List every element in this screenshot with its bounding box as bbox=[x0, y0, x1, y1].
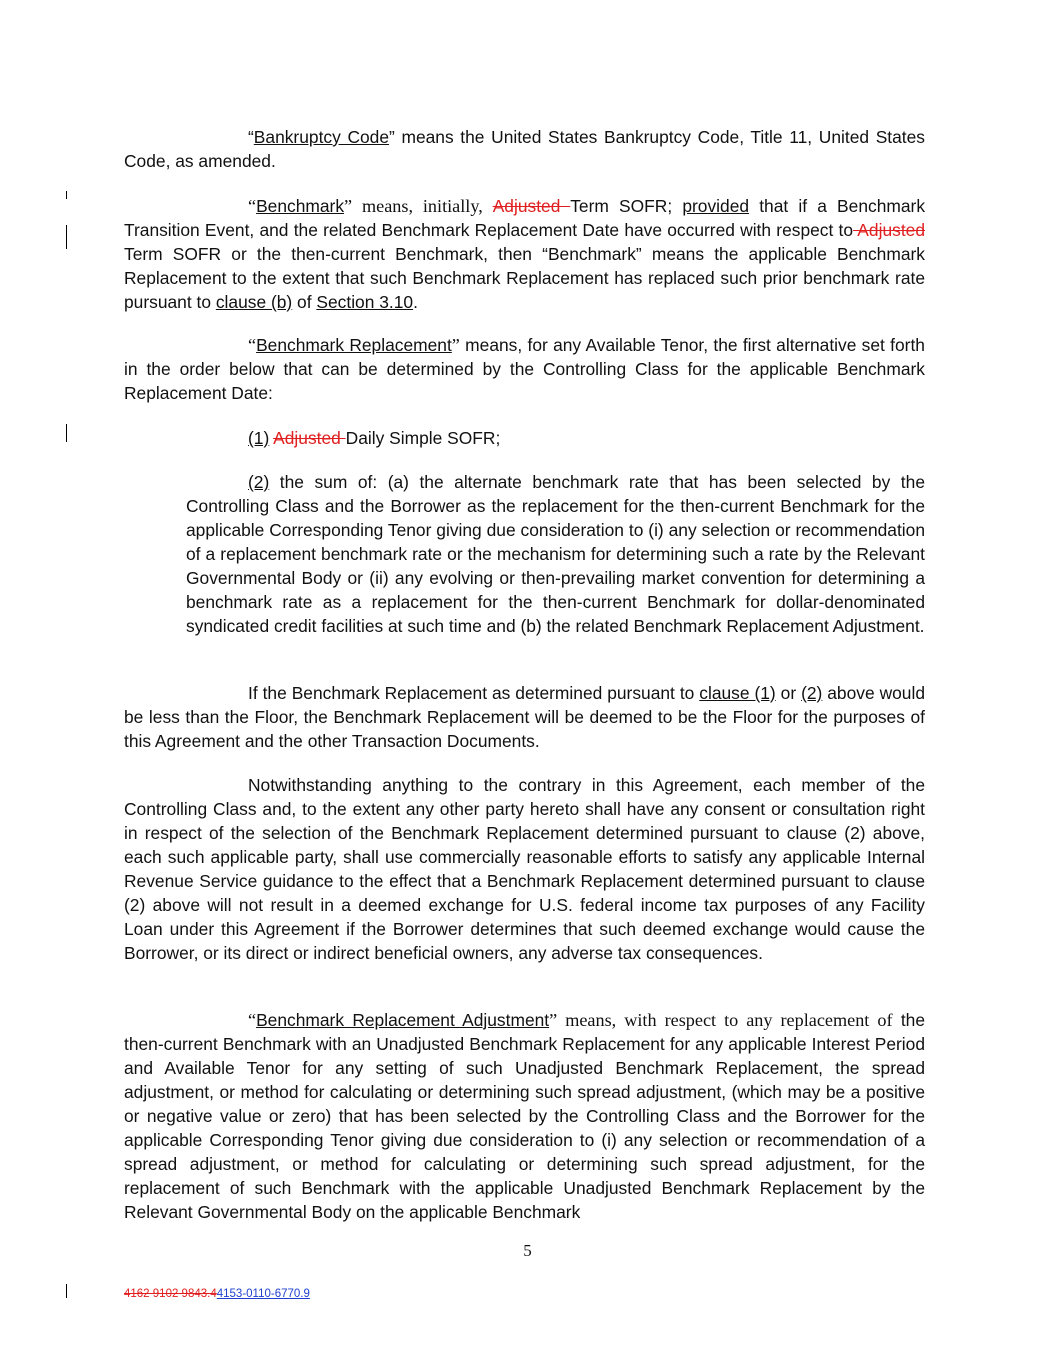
page-number: 5 bbox=[523, 1241, 532, 1260]
definition-text: means, initially, bbox=[352, 196, 493, 216]
quote-open: “ bbox=[248, 196, 257, 216]
paragraph-text: Notwithstanding anything to the contrary in this Agreement, each member of the Controlling Class and, to the extent any other party hereto shall have any consent or consultation right in respect of the selection of the Benchmark Replacement determined pursuant to clause (2) above, each such applicable party, shall use commercially reasonable efforts to satisfy any applicable Internal Revenue Service guidance to the effect that a Benchmark Replacement determined pursuant to clause (2) above will not result in a deemed exchange for U.S. federal income tax purposes of any Facility Loan under this Agreement if the Borrower determines that such deemed exchange would cause the Borrower, or its direct or indirect beneficial owners, any adverse tax consequences. bbox=[124, 775, 925, 963]
definition-bankruptcy-code bbox=[124, 125, 925, 173]
deleted-text: Adjusted bbox=[492, 196, 571, 216]
defined-term-bankruptcy-code: Bankruptcy Code bbox=[253, 127, 390, 147]
deleted-text: Adjusted bbox=[273, 428, 346, 448]
paragraph-text: If the Benchmark Replacement as determined pursuant to bbox=[248, 683, 700, 703]
change-bar bbox=[66, 1284, 67, 1298]
cross-reference-clause-1: clause (1) bbox=[699, 683, 776, 703]
cross-reference-clause: clause (b) bbox=[215, 292, 293, 312]
quote-close: ” bbox=[344, 196, 353, 216]
list-item-text: the sum of: (a) the alternate benchmark rate that has been selected by the Controlling Class and the Borrower as the replacement for the then-current Benchmark for the applicable Corresponding Tenor giving due consideration to (i) any selection or recommendation of a replacement benchmark rate or the mechanism for determining such a rate by the Relevant Governmental Body or (ii) any evolving or then-prevailing market convention for determining a benchmark rate as a replacement for the then-current Benchmark for dollar-denominated syndicated credit facilities at such time and (b) the related Benchmark Replacement Adjustment. bbox=[186, 472, 925, 636]
list-item-text: Daily Simple SOFR; bbox=[345, 428, 501, 448]
definition-benchmark-replacement-adjustment bbox=[124, 1008, 925, 1224]
deleted-document-id: 4162 9102 9843.4 bbox=[124, 1288, 217, 1300]
quote-close: ” bbox=[549, 1010, 558, 1030]
definition-text: means, for any Available Tenor, the first alternative set forth in the order below that can be determined by the Controlling Class for the applicable Benchmark Replacement Date: bbox=[124, 335, 925, 403]
change-bar bbox=[66, 225, 67, 249]
definition-text: Term SOFR or the then-current Benchmark, then “Benchmark” means the applicable Benchmark Replacement to the extent that such Benchmark Replacement has replaced such prior benchmark rate pursuant to bbox=[124, 244, 925, 312]
list-item-2 bbox=[186, 470, 925, 638]
quote-open: “ bbox=[248, 127, 254, 147]
provided-term: provided bbox=[682, 196, 750, 216]
list-number: (2) bbox=[248, 472, 270, 492]
defined-term-benchmark-replacement: Benchmark Replacement bbox=[256, 335, 452, 355]
definition-text: of bbox=[292, 292, 317, 312]
definition-benchmark bbox=[124, 194, 925, 314]
cross-reference-clause-2: (2) bbox=[801, 683, 823, 703]
inserted-document-id: 4153-0110-6770.9 bbox=[216, 1288, 310, 1300]
paragraph-text: above would be less than the Floor, the Benchmark Replacement will be deemed to be the Floor for the purposes of this Agreement and the other Transaction Documents. bbox=[124, 683, 926, 751]
notwithstanding-paragraph bbox=[124, 773, 925, 965]
floor-paragraph bbox=[124, 681, 925, 753]
definition-text: . bbox=[413, 292, 418, 312]
cross-reference-section: Section 3.10 bbox=[316, 292, 414, 312]
definition-text: means the United States Bankruptcy Code, Title 11, United States Code, as amended. bbox=[124, 127, 925, 171]
quote-open: “ bbox=[248, 1010, 257, 1030]
quote-close: ” bbox=[451, 335, 460, 355]
definition-text: means, with respect to any replacement of bbox=[557, 1010, 893, 1030]
quote-open: “ bbox=[248, 335, 257, 355]
definition-benchmark-replacement bbox=[124, 333, 925, 405]
change-bar bbox=[66, 191, 67, 199]
list-number: (1) bbox=[248, 428, 270, 448]
list-item-1 bbox=[124, 426, 925, 450]
definition-text: the then-current Benchmark with an Unadjusted Benchmark Replacement for any applicable Interest Period and Available Tenor for any setting of such Unadjusted Benchmark Replacement, the spread adjustment, or method for calculating or determining such spread adjustment, (which may be a positive or negative value or zero) that has been selected by the Controlling Class and the Borrower for the applicable Corresponding Tenor giving due consideration to (i) any selection or recommendation of a spread adjustment, or method for calculating or determining such spread adjustment, for the replacement of such Benchmark with the applicable Unadjusted Benchmark Replacement by the Relevant Governmental Body on the applicable Benchmark bbox=[124, 1010, 925, 1222]
definition-text: Term SOFR; bbox=[570, 196, 683, 216]
change-bar bbox=[66, 424, 67, 442]
defined-term-benchmark: Benchmark bbox=[256, 196, 345, 216]
deleted-text: Adjusted bbox=[853, 220, 925, 240]
quote-close: ” bbox=[389, 127, 395, 147]
defined-term-benchmark-replacement-adjustment: Benchmark Replacement Adjustment bbox=[256, 1010, 550, 1030]
definition-text: that if a Benchmark Transition Event, and the related Benchmark Replacement Date have occurred with respect to bbox=[124, 196, 926, 240]
paragraph-text: or bbox=[775, 683, 802, 703]
document-footer-id bbox=[124, 1287, 310, 1301]
